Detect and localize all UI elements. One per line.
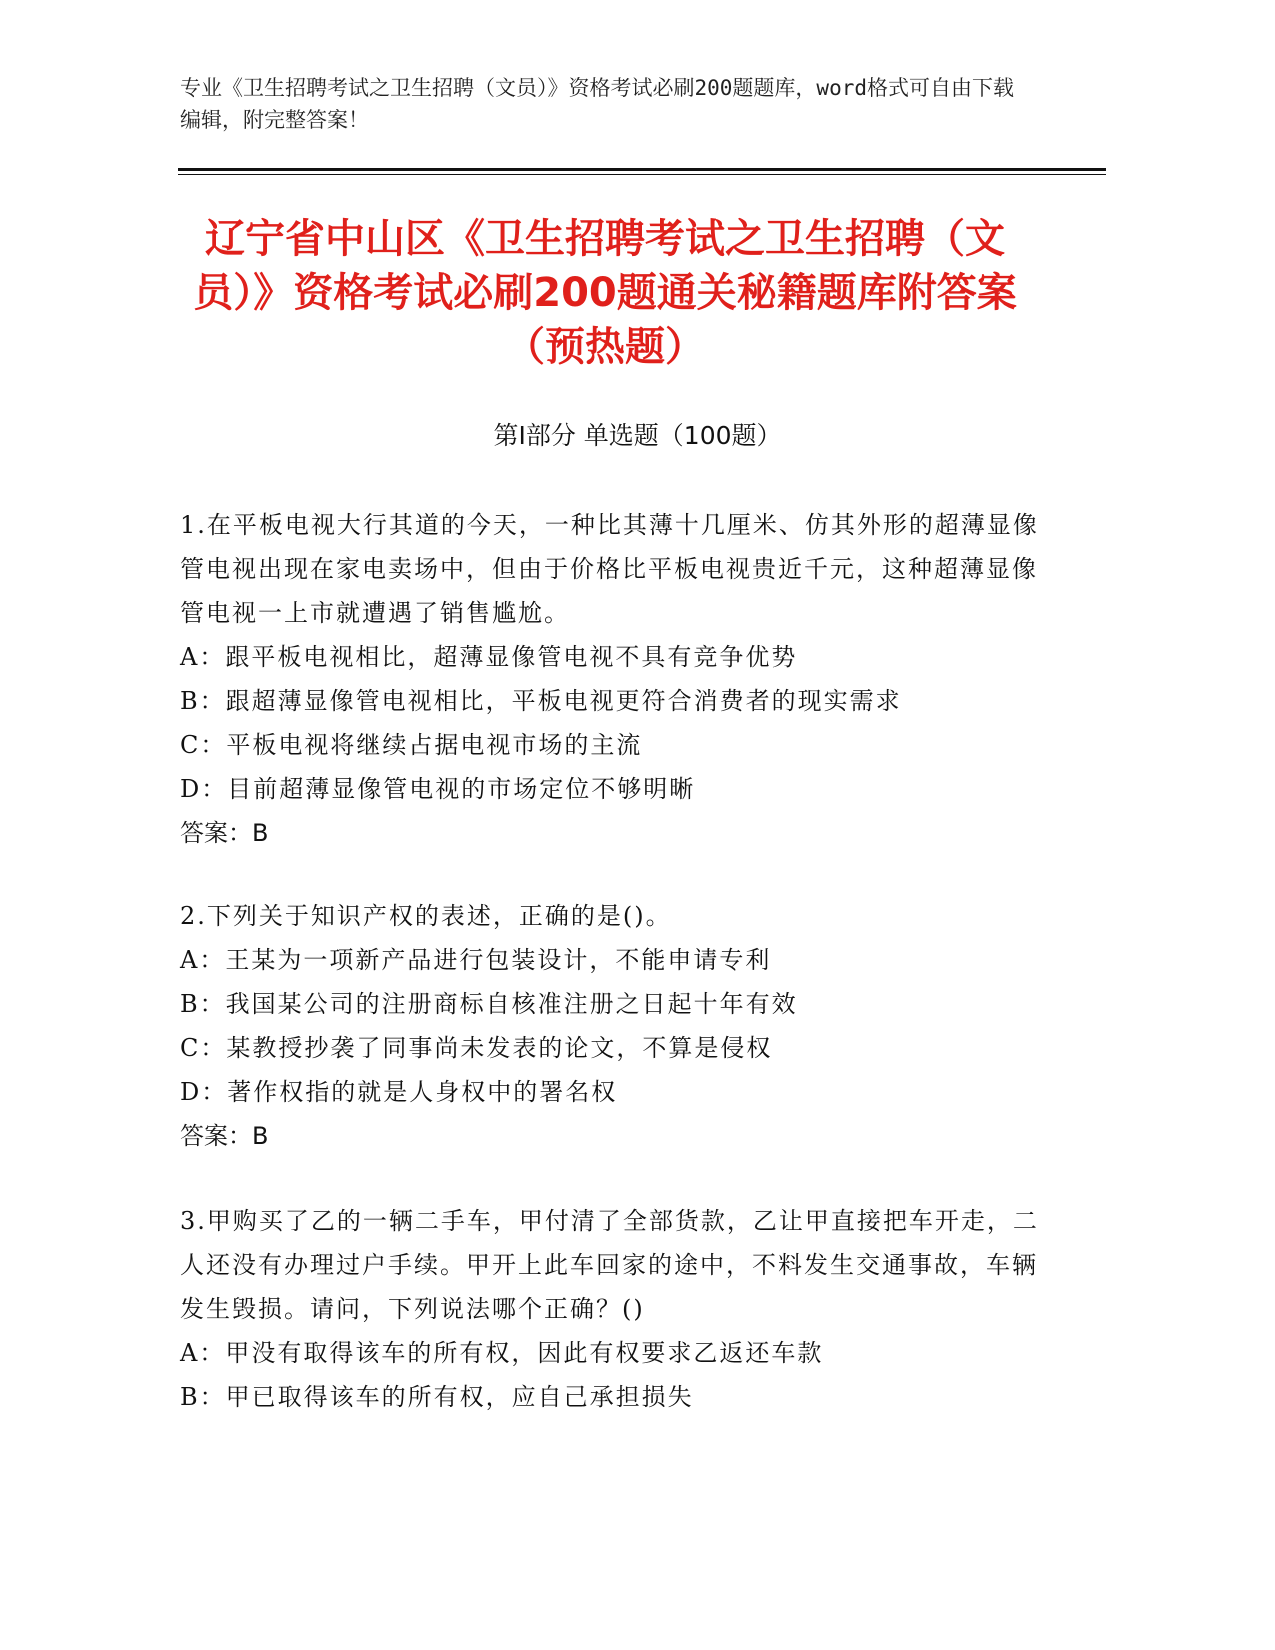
- question-stem: 1.在平板电视大行其道的今天，一种比其薄十几厘米、仿其外形的超薄显像管电视出现在家电卖场中，但由于价格比平板电视贵近千元，这种超薄显像管电视一上市就遭遇了销售尴尬。: [180, 511, 1039, 627]
- header-rule-thin: [178, 174, 1106, 175]
- question-stem: 3.甲购买了乙的一辆二手车，甲付清了全部货款，乙让甲直接把车开走，二人还没有办理过户手续。甲开上此车回家的途中，不料发生交通事故，车辆发生毁损。请问，下列说法哪个正确？(): [180, 1207, 1039, 1323]
- option-a: A：跟平板电视相比，超薄显像管电视不具有竞争优势: [180, 643, 798, 671]
- option-b: B：跟超薄显像管电视相比，平板电视更符合消费者的现实需求: [180, 687, 902, 715]
- question-stem: 2.下列关于知识产权的表述，正确的是()。: [180, 902, 672, 930]
- header-rule-thick: [178, 168, 1106, 171]
- option-a: A：王某为一项新产品进行包装设计，不能申请专利: [180, 946, 772, 974]
- answer: 答案：B: [180, 819, 269, 847]
- option-c: C：平板电视将继续占据电视市场的主流: [180, 731, 643, 759]
- option-d: D：著作权指的就是人身权中的署名权: [180, 1078, 618, 1106]
- header-note: 专业《卫生招聘考试之卫生招聘（文员）》资格考试必刷200题题库，word格式可自由下载编辑，附完整答案！: [180, 76, 1014, 132]
- section-title: 第Ⅰ部分 单选题（100题）: [493, 421, 782, 450]
- question-3: [180, 1199, 1060, 1419]
- option-b: B：我国某公司的注册商标自核准注册之日起十年有效: [180, 990, 798, 1018]
- answer: 答案：B: [180, 1122, 269, 1150]
- question-1: [180, 503, 1060, 855]
- option-a: A：甲没有取得该车的所有权，因此有权要求乙返还车款: [180, 1339, 824, 1367]
- document-title: 辽宁省中山区《卫生招聘考试之卫生招聘（文员）》资格考试必刷200题通关秘籍题库附答案（预热题）: [193, 216, 1017, 370]
- option-c: C：某教授抄袭了同事尚未发表的论文，不算是侵权: [180, 1034, 773, 1062]
- question-2: [180, 894, 1060, 1158]
- option-b: B：甲已取得该车的所有权，应自己承担损失: [180, 1383, 694, 1411]
- option-d: D：目前超薄显像管电视的市场定位不够明晰: [180, 775, 696, 803]
